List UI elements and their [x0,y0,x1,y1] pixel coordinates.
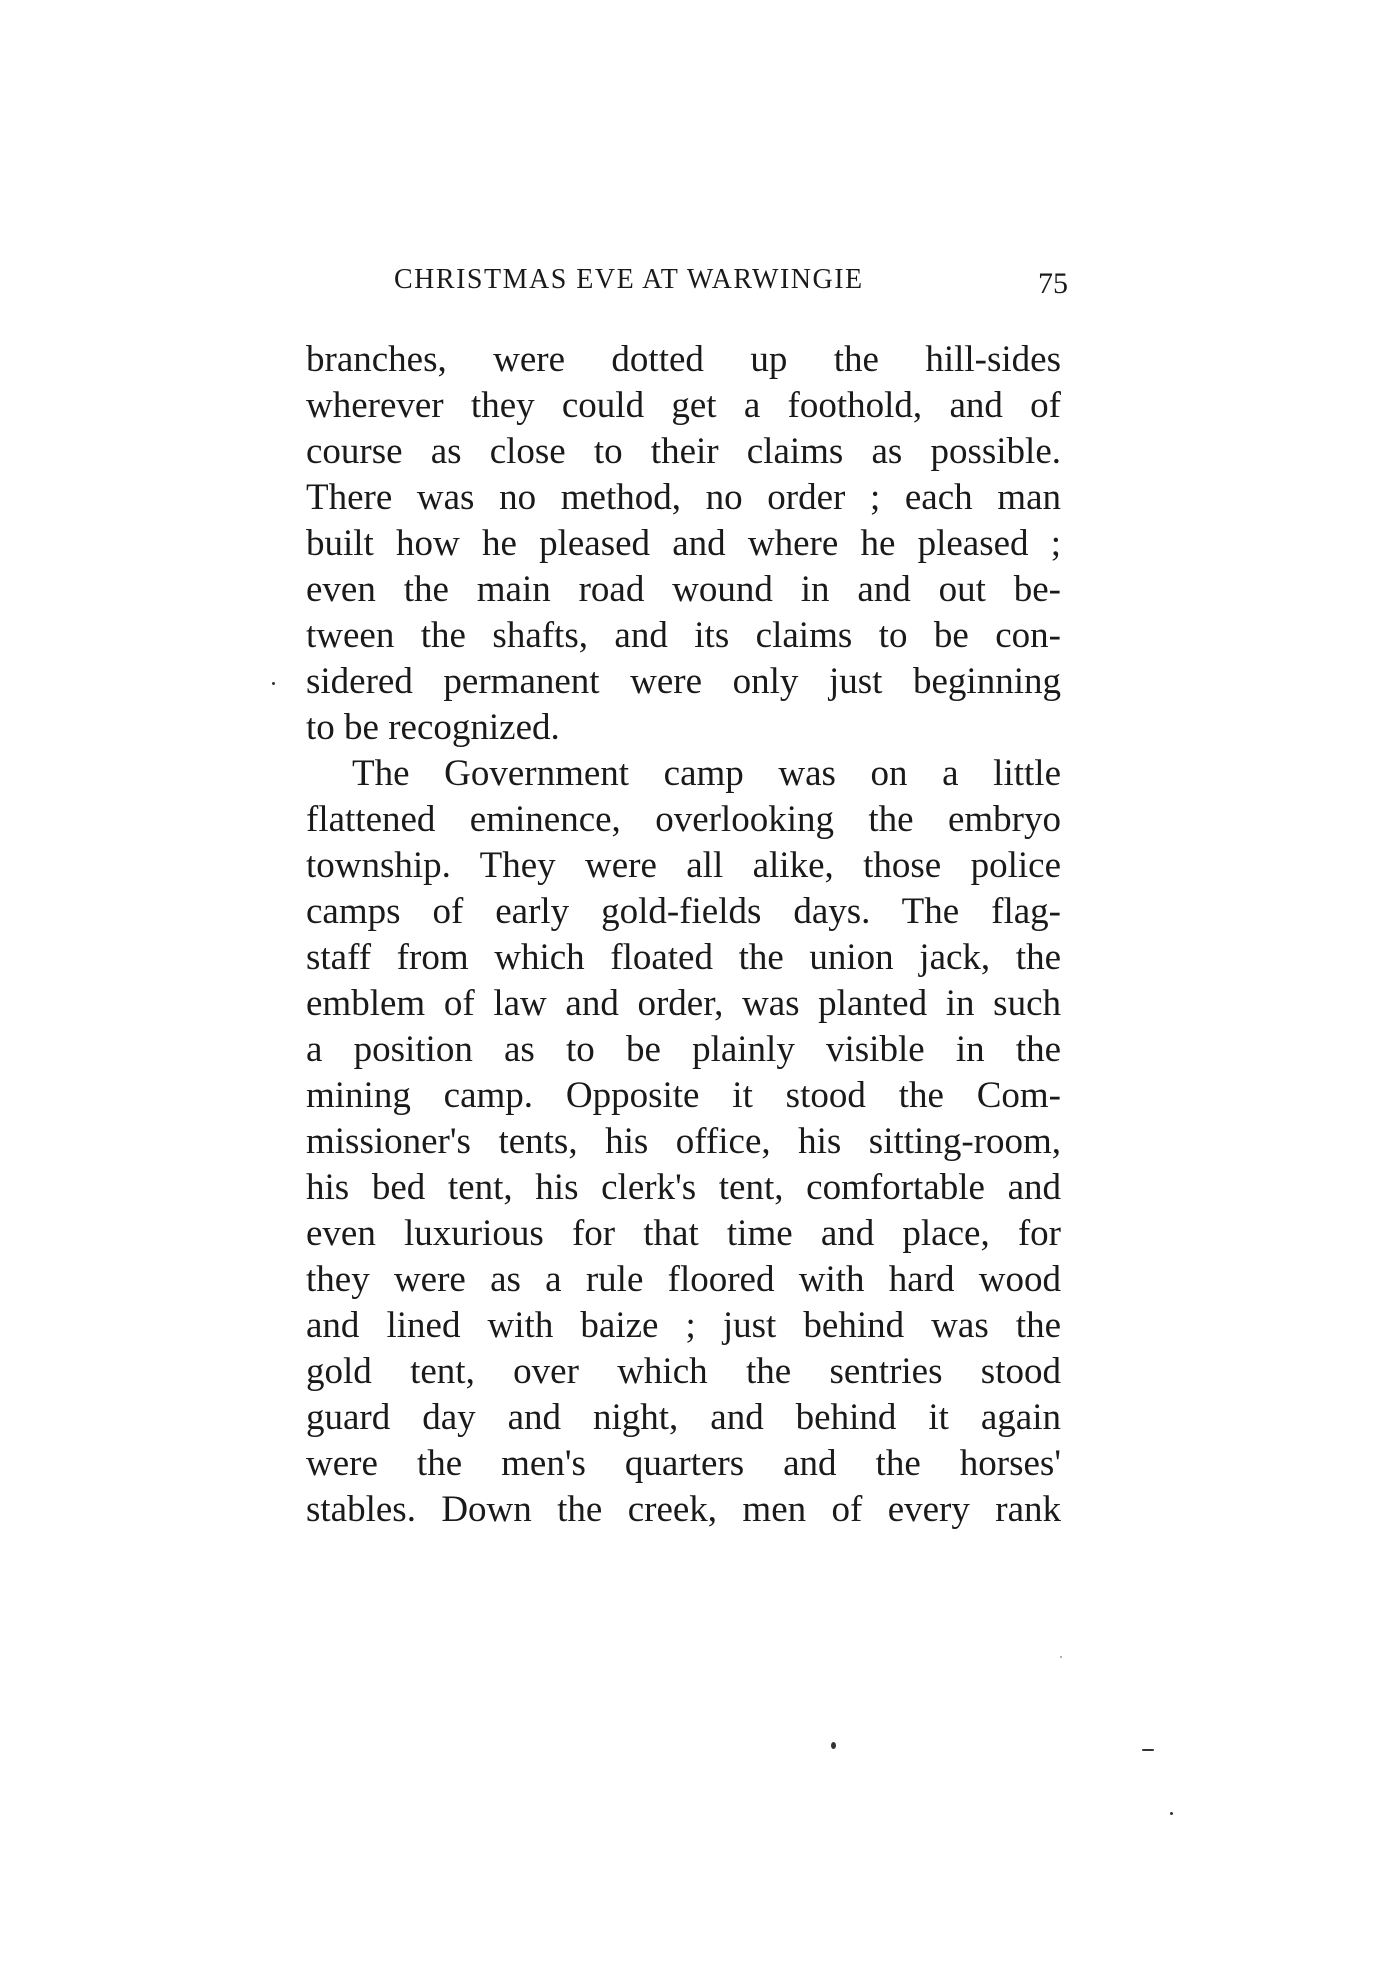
scan-speck [1142,1749,1154,1751]
text-line: There was no method, no order ; each man [306,477,1061,518]
text-line: staff from which floated the union jack, the [306,937,1061,978]
text-line: tween the shafts, and its claims to be con- [306,615,1061,656]
text-line: township. They were all alike, those police [306,845,1061,886]
text-line: camps of early gold-fields days. The flag- [306,891,1061,932]
text-line: emblem of law and order, was planted in such [306,983,1061,1024]
text-line: to be recognized. [306,707,560,748]
text-line: and lined with baize ; just behind was the [306,1305,1061,1346]
body-text [306,337,1061,1533]
scan-speck [272,682,275,685]
text-line: even luxurious for that time and place, for [306,1213,1061,1254]
page-number: 75 [1038,267,1068,300]
paragraph-1 [306,337,1061,751]
scan-speck [1170,1812,1173,1815]
text-line: missioner's tents, his office, his sitting-room, [306,1121,1061,1162]
text-line: sidered permanent were only just beginning [306,661,1061,702]
text-line: course as close to their claims as possible. [306,431,1061,472]
text-line: gold tent, over which the sentries stood [306,1351,1061,1392]
scan-speck [831,1742,836,1749]
text-line: wherever they could get a foothold, and of [306,385,1061,426]
text-line: even the main road wound in and out be- [306,569,1061,610]
running-title: CHRISTMAS EVE AT WARWINGIE [394,264,864,295]
text-line: a position as to be plainly visible in the [306,1029,1061,1070]
text-line: stables. Down the creek, men of every rank [306,1489,1061,1530]
text-line: branches, were dotted up the hill-sides [306,339,1061,380]
text-line: were the men's quarters and the horses' [306,1443,1061,1484]
scan-speck [1060,1656,1062,1658]
text-line: The Government camp was on a little [352,753,1061,794]
text-line: guard day and night, and behind it again [306,1397,1061,1438]
text-line: mining camp. Opposite it stood the Com- [306,1075,1061,1116]
running-head [306,264,1068,304]
text-line: built how he pleased and where he pleased ; [306,523,1061,564]
text-line: flattened eminence, overlooking the embryo [306,799,1061,840]
text-line: his bed tent, his clerk's tent, comfortable and [306,1167,1061,1208]
text-line: they were as a rule floored with hard wood [306,1259,1061,1300]
paragraph-2 [306,751,1061,1533]
